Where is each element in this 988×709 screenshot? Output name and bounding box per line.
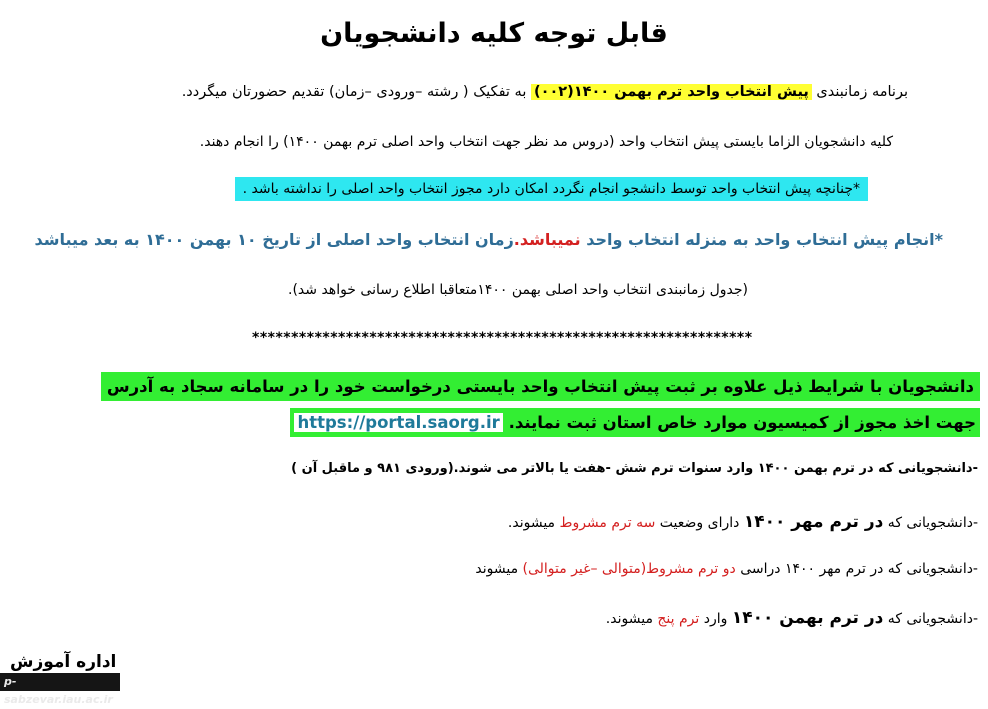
schedule-text-breakdown: به تفکیک <box>473 84 531 100</box>
condition-4-red: ترم پنج <box>657 611 700 627</box>
condition-item-4 <box>606 608 978 628</box>
condition-item-2 <box>508 512 978 532</box>
schedule-text-c: ( رشته –ورودی –زمان) <box>329 84 474 100</box>
notice-text-a: *انجام پیش انتخاب واحد به منزله انتخاب واحد <box>580 230 943 249</box>
separator-stars: **************************************************************** <box>252 330 753 346</box>
notice-text-red: نمیباشد. <box>513 230 581 249</box>
requirement-paragraph: کلیه دانشجویان الزاما بایستی پیش انتخاب واحد (دروس مد نظر جهت انتخاب واحد اصلی ترم بهمن ۱۴۰۰) را انجام دهند. <box>199 134 893 150</box>
condition-4-b: در ترم بهمن ۱۴۰۰ <box>731 608 884 628</box>
notice-text-c: زمان انتخاب واحد اصلی از تاریخ ۱۰ بهمن ۱۴۰۰ به بعد میباشد <box>34 230 514 249</box>
condition-3-a: -دانشجویانی که در ترم مهر ۱۴۰۰ دراسی <box>735 561 978 577</box>
condition-item-3 <box>475 561 978 577</box>
schedule-text-d: تقدیم حضورتان میگردد. <box>181 84 329 100</box>
schedule-paragraph <box>182 84 908 100</box>
condition-2-e: میشوند. <box>507 515 560 531</box>
portal-paragraph <box>290 408 980 437</box>
conditions-paragraph: دانشجویان با شرایط ذیل علاوه بر ثبت پیش انتخاب واحد بایستی درخواست خود را در سامانه سجاد به آدرس <box>101 372 980 401</box>
condition-2-a: -دانشجویانی که <box>883 515 978 531</box>
schedule-note: (جدول زمانبندی انتخاب واحد اصلی بهمن ۱۴۰۰متعاقبا اطلاع رسانی خواهد شد). <box>288 282 748 298</box>
portal-text: جهت اخذ مجوز از کمیسیون موارد خاص استان ثبت نمایند. <box>508 413 976 432</box>
condition-2-red: سه ترم مشروط <box>559 515 656 531</box>
schedule-highlight-term: پیش انتخاب واحد ترم بهمن ۱۴۰۰(۰۰۲) <box>531 84 812 100</box>
condition-3-c: میشوند <box>475 561 523 577</box>
schedule-text-a: برنامه زمانبندی <box>811 84 908 100</box>
page-title: قابل توجه کلیه دانشجویان <box>320 18 668 49</box>
condition-4-a: -دانشجویانی که <box>883 611 978 627</box>
portal-link[interactable]: https://portal.saorg.ir <box>294 413 502 432</box>
condition-4-e: میشوند. <box>605 611 658 627</box>
condition-2-b: در ترم مهر ۱۴۰۰ <box>743 512 884 532</box>
site-watermark: p-sabzevar.iau.ac.ir <box>0 673 120 691</box>
signature-text: اداره آموزش <box>10 652 117 672</box>
condition-4-c: وارد <box>699 611 732 627</box>
notice-paragraph <box>35 230 943 249</box>
condition-2-c: دارای وضعیت <box>655 515 744 531</box>
condition-item-1: -دانشجویانی که در ترم بهمن ۱۴۰۰ وارد سنوات ترم شش -هفت یا بالاتر می شوند.(ورودی ۹۸۱ و ماقبل آن ) <box>291 461 978 476</box>
warning-paragraph: *چنانچه پیش انتخاب واحد توسط دانشجو انجام نگردد امکان دارد مجوز انتخاب واحد اصلی را نداشته باشد . <box>235 177 868 201</box>
condition-3-red: دو ترم مشروط(متوالی –غیر متوالی) <box>522 561 736 577</box>
